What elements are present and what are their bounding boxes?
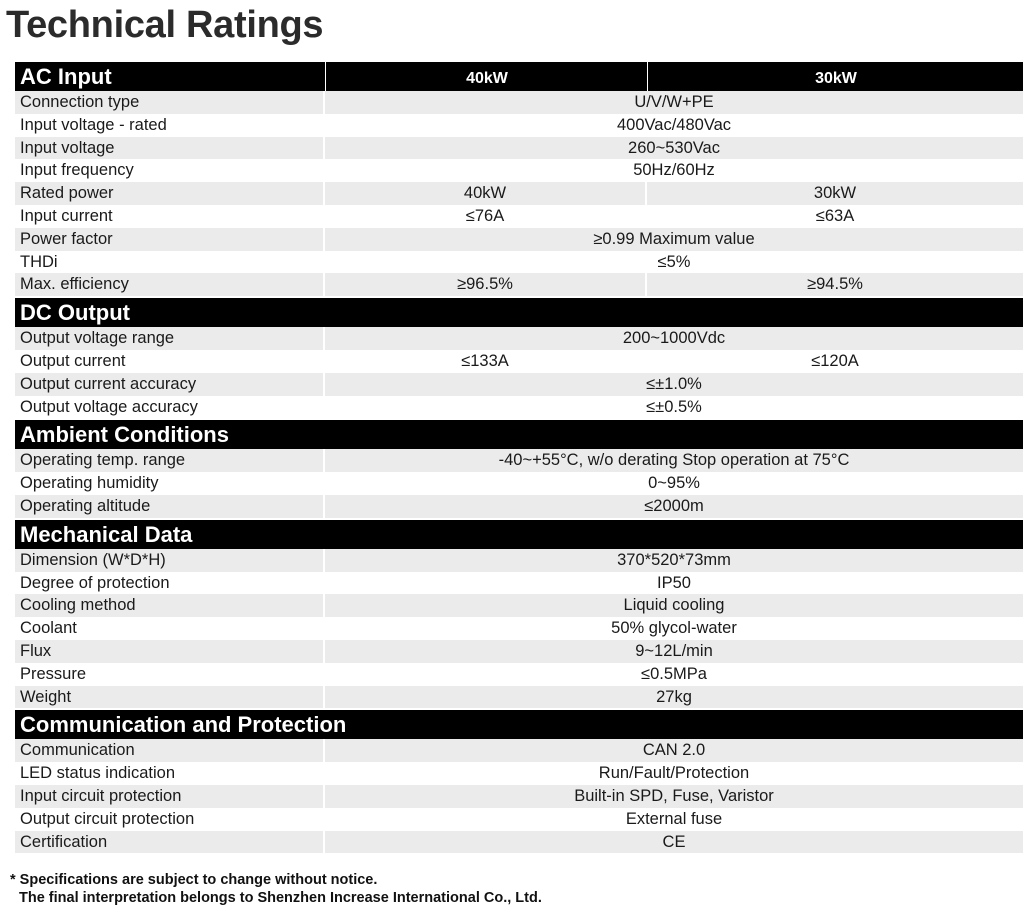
row-label: Rated power [15, 182, 325, 205]
table-row [15, 327, 1023, 350]
row-value: CAN 2.0 [325, 739, 1023, 762]
row-label: Dimension (W*D*H) [15, 549, 325, 572]
row-value: 400Vac/480Vac [616, 115, 732, 134]
row-label: Power factor [15, 228, 325, 251]
row-value: External fuse [625, 809, 723, 828]
row-label: Output current accuracy [15, 373, 325, 396]
table-row [15, 495, 1023, 518]
table-row [15, 808, 1023, 831]
section-header-mechanical-data [15, 520, 1023, 549]
footnote-line-1: * Specifications are subject to change without notice. [10, 872, 378, 888]
row-label: LED status indication [15, 762, 325, 785]
table-row [15, 640, 1023, 663]
row-value: IP50 [657, 573, 691, 592]
section-title: DC Output [20, 300, 130, 326]
row-label: Cooling method [15, 594, 325, 617]
table-row [15, 762, 1023, 785]
section-header-dc-output [15, 298, 1023, 327]
section-header-ac-input [15, 62, 1023, 91]
footnote [10, 871, 542, 907]
table-row [15, 663, 1023, 686]
table-row [15, 159, 1023, 182]
row-label: Weight [15, 686, 325, 709]
section-rows-communication-and-protection [15, 739, 1023, 853]
row-label: Pressure [15, 663, 325, 686]
footnote-line-2: The final interpretation belongs to Shenzhen Increase International Co., Ltd. [19, 890, 542, 906]
table-row [15, 831, 1023, 854]
table-row [15, 273, 1023, 296]
row-value-40kw: ≤76A [325, 205, 647, 228]
row-label: Input voltage [15, 137, 325, 160]
table-row [15, 373, 1023, 396]
row-label: Input circuit protection [15, 785, 325, 808]
section-header-ambient-conditions [15, 420, 1023, 449]
row-label: Operating altitude [15, 495, 325, 518]
table-row [15, 182, 1023, 205]
table-row [15, 449, 1023, 472]
row-value-40kw: ≤133A [325, 350, 647, 373]
row-value: 50Hz/60Hz [633, 161, 715, 180]
section-title: AC Input [20, 64, 112, 89]
section-header-communication-and-protection [15, 710, 1023, 739]
row-label: Certification [15, 831, 325, 854]
section-rows-dc-output [15, 327, 1023, 418]
row-value: Run/Fault/Protection [598, 764, 750, 783]
table-row [15, 472, 1023, 495]
table-row [15, 228, 1023, 251]
column-header-30kw: 30kW [647, 62, 1024, 91]
row-value: ≤2000m [325, 495, 1023, 518]
row-value: Built-in SPD, Fuse, Varistor [325, 785, 1023, 808]
row-value: 27kg [325, 686, 1023, 709]
row-value: CE [325, 831, 1023, 854]
row-value-40kw: 40kW [325, 182, 647, 205]
table-row [15, 396, 1023, 419]
section-rows-mechanical-data [15, 549, 1023, 709]
row-value: ≤0.5MPa [641, 664, 707, 683]
row-label: Output current [15, 350, 325, 373]
row-value: ≤±0.5% [646, 397, 702, 416]
row-value: ≥0.99 Maximum value [325, 228, 1023, 251]
table-row [15, 549, 1023, 572]
row-value: 50% glycol-water [611, 619, 737, 638]
row-value: 200~1000Vdc [325, 327, 1023, 350]
table-row [15, 594, 1023, 617]
table-row [15, 251, 1023, 274]
page-title: Technical Ratings [6, 4, 324, 46]
table-row [15, 785, 1023, 808]
row-label: Operating temp. range [15, 449, 325, 472]
row-value: 9~12L/min [325, 640, 1023, 663]
row-label: Operating humidity [15, 472, 325, 495]
row-label: Max. efficiency [15, 273, 325, 296]
row-label: Input frequency [15, 159, 325, 182]
row-label: Coolant [15, 617, 325, 640]
row-value: Liquid cooling [325, 594, 1023, 617]
section-title: Mechanical Data [20, 521, 193, 547]
row-value: ≤±1.0% [325, 373, 1023, 396]
row-label: Output circuit protection [15, 808, 325, 831]
table-row [15, 572, 1023, 595]
table-row [15, 686, 1023, 709]
row-label: THDi [15, 251, 325, 274]
section-title: Communication and Protection [20, 712, 347, 738]
row-label: Output voltage accuracy [15, 396, 325, 419]
section-rows-ambient-conditions [15, 449, 1023, 517]
table-row [15, 617, 1023, 640]
row-value: 370*520*73mm [325, 549, 1023, 572]
table-row [15, 114, 1023, 137]
row-label: Communication [15, 739, 325, 762]
column-header-40kw: 40kW [325, 62, 648, 91]
row-label: Input voltage - rated [15, 114, 325, 137]
row-value: -40~+55°C, w/o derating Stop operation at 75°C [325, 449, 1023, 472]
row-value-30kw: ≥94.5% [647, 273, 1023, 296]
table-row [15, 739, 1023, 762]
section-rows-ac-input [15, 91, 1023, 296]
row-value-40kw: ≥96.5% [325, 273, 647, 296]
row-value-30kw: ≤120A [811, 351, 859, 370]
section-gap [15, 853, 1023, 855]
row-label: Output voltage range [15, 327, 325, 350]
table-row [15, 137, 1023, 160]
row-value: U/V/W+PE [325, 91, 1023, 114]
row-label: Input current [15, 205, 325, 228]
row-value-30kw: 30kW [647, 182, 1023, 205]
row-label: Degree of protection [15, 572, 325, 595]
row-label: Flux [15, 640, 325, 663]
row-value: ≤5% [657, 252, 691, 271]
spec-table [15, 62, 1023, 855]
row-value-30kw: ≤63A [815, 206, 855, 225]
row-value: 260~530Vac [325, 137, 1023, 160]
row-label: Connection type [15, 91, 325, 114]
table-row [15, 350, 1023, 373]
section-title: Ambient Conditions [20, 422, 229, 448]
table-row [15, 205, 1023, 228]
table-row [15, 91, 1023, 114]
row-value: 0~95% [648, 474, 700, 493]
